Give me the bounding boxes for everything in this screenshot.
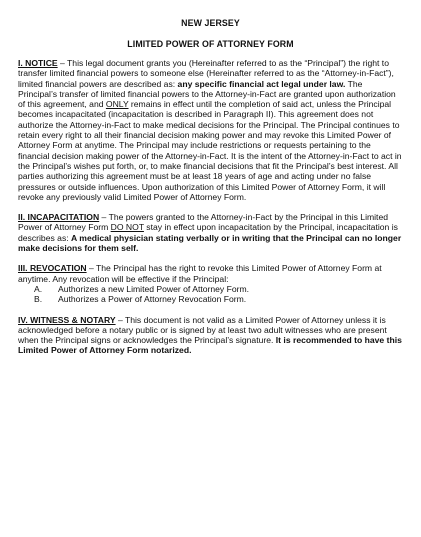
section-witness-notary-text-1: – This document is not valid as a Limited Power of Attorney unless it is acknowledged before a notary public or is signed by at least two adult witnesses who are present when the Principal signs or acknowledges the Principal’s signature. — [18, 314, 387, 346]
section-revocation-heading: III. REVOCATION — [18, 263, 87, 274]
section-incapacitation-bold-1: A medical physician stating verbally or in writing that the Principal can no longer make decisions for them self. — [18, 232, 402, 254]
section-notice-heading: I. NOTICE — [18, 58, 58, 68]
section-revocation-text-1: – The Principal has the right to revoke this Limited Power of Attorney Form at anytime. Any revocation will be effective if the Principal: — [18, 263, 382, 284]
section-notice-text-2: The Principal’s transfer of limited financial powers to the Attorney-in-Fact are granted upon authorization of this agreement, and — [18, 78, 396, 110]
list-item — [18, 294, 403, 304]
section-incapacitation-text-1: – The powers granted to the Attorney-in-Fact by the Principal in this Limited Power of Attorney Form — [18, 212, 389, 233]
section-incapacitation-heading: II. INCAPACITATION — [18, 212, 100, 223]
section-notice — [18, 58, 403, 202]
list-item-text: Authorizes a new Limited Power of Attorney Form. — [58, 283, 250, 294]
list-item-text: Authorizes a Power of Attorney Revocation Form. — [58, 294, 247, 305]
document-form-title: LIMITED POWER OF ATTORNEY FORM — [127, 39, 294, 49]
section-notice-text-1: – This legal document grants you (Hereinafter referred to as the “Principal”) the right to transfer limited financial powers to someone else (Hereinafter referred to as the “Attorney-in-Fact”), limited financial powers are described as: — [18, 58, 394, 89]
section-revocation — [18, 263, 403, 304]
list-item-marker: B. — [34, 294, 43, 305]
document-state-title: NEW JERSEY — [181, 18, 240, 28]
section-notice-only: ONLY — [105, 99, 129, 110]
section-incapacitation-do-not: DO NOT — [110, 222, 144, 233]
list-item-marker: A. — [34, 283, 43, 294]
list-item — [18, 284, 403, 294]
section-notice-bold-1: any specific financial act legal under law. — [177, 78, 346, 89]
section-incapacitation — [18, 212, 403, 253]
section-notice-text-3: remains in effect until the completion of said act, unless the Principal becomes incapacitated (incapacitation is described in Paragraph II). This agreement does not authorize the Attorney-in-Fact to make medical decisions for the Principal. The Principal continues to retain every right to all their financial decision making power and may revoke this Limited Power of Attorney Form at anytime. The Principal may include restrictions or requests pertaining to the financial decision making power of the Attorney-in-Fact. It is the intent of the Attorney-in-Fact to act in the Principal’s wishes put forth, or, to make financial decisions that fit the Principal’s best interest. All parties authorizing this agreement must be at least 18 years of age and acting under no false pressures or outside influences. Upon authorization of this Limited Power of Attorney Form, it will revoke any previously valid Limited Power of Attorney Form. — [18, 99, 402, 202]
revocation-list — [18, 284, 403, 305]
section-witness-notary-heading: IV. WITNESS & NOTARY — [18, 314, 116, 325]
section-incapacitation-text-2: stay in effect upon incapacitation by the Principal, incapacitation is describes as: — [18, 222, 398, 243]
section-witness-notary-bold-1: It is recommended to have this Limited Power of Attorney Form notarized. — [18, 335, 402, 356]
section-witness-notary — [18, 315, 403, 356]
